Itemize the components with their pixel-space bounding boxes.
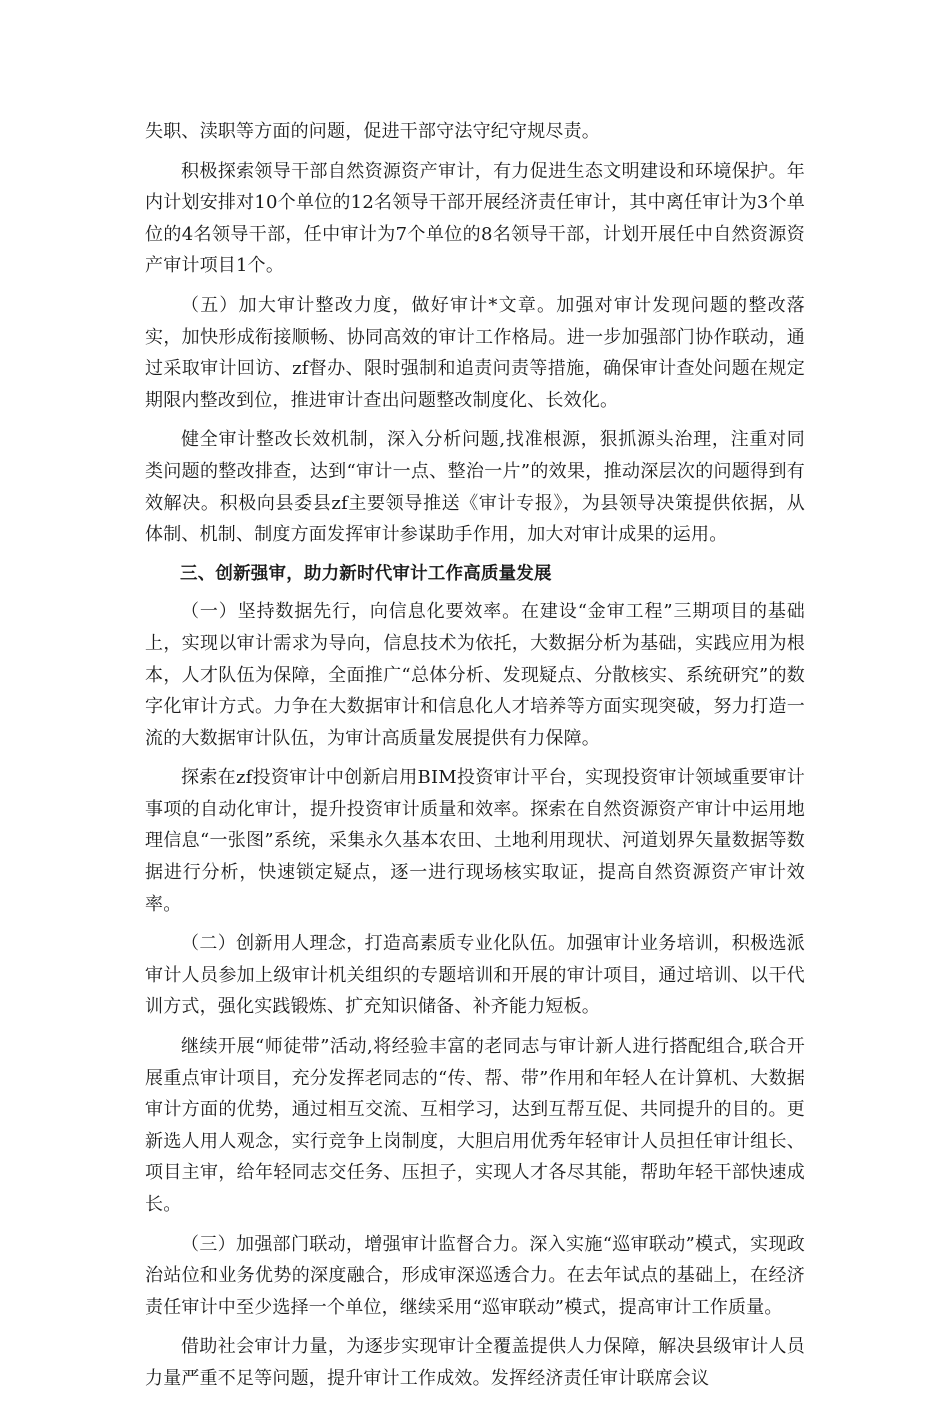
- document-page: [145, 116, 805, 1403]
- paragraph-natural-resource-audit: 积极探索领导干部自然资源资产审计，有力促进生态文明建设和环境保护。年内计划安排对10个单位的12名领导干部开展经济责任审计，其中离任审计为3个单位的4名领导干部，任中审计为7个单位的8名领导干部，计划开展任中自然资源资产审计项目1个。: [145, 160, 805, 277]
- paragraph-talent-concept: （二）创新用人理念，打造高素质专业化队伍。加强审计业务培训，积极选派审计人员参加上级审计机关组织的专题培训和开展的审计项目，通过培训、以干代训方式，强化实践锻炼、扩充知识储备、补齐能力短板。: [145, 933, 805, 1018]
- paragraph-data-first: （一）坚持数据先行，向信息化要效率。在建设“金审工程”三期项目的基础上，实现以审计需求为导向，信息技术为依托，大数据分析为基础，实践应用为根本，人才队伍为保障，全面推广“总体分析、发现疑点、分散核实、系统研究”的数字化审计方式。力争在大数据审计和信息化人才培养等方面实现突破，努力打造一流的大数据审计队伍，为审计高质量发展提供有力保障。: [145, 601, 805, 749]
- paragraph-continuation: 失职、渎职等方面的问题，促进干部守法守纪守规尽责。: [145, 121, 600, 142]
- section-heading-3: 三、创新强审，助力新时代审计工作高质量发展: [180, 563, 552, 584]
- paragraph-rectification: （五）加大审计整改力度，做好审计*文章。加强对审计发现问题的整改落实，加快形成衔接顺畅、协同高效的审计工作格局。进一步加强部门协作联动，通过采取审计回访、zf督办、限时强制和追责问责等措施，确保审计查处问题在规定期限内整改到位，推进审计查出问题整改制度化、长效化。: [145, 294, 805, 411]
- paragraph-mentorship: 继续开展“师徒带”活动,将经验丰富的老同志与审计新人进行搭配组合,联合开展重点审计项目，充分发挥老同志的“传、帮、带”作用和年轻人在计算机、大数据审计方面的优势，通过相互交流、互相学习，达到互帮互促、共同提升的目的。更新选人用人观念，实行竞争上岗制度，大胆启用优秀年轻审计人员担任审计组长、项目主审，给年轻同志交任务、压担子，实现人才各尽其能，帮助年轻干部快速成长。: [145, 1036, 805, 1215]
- paragraph-bim-platform: 探索在zf投资审计中创新启用BIM投资审计平台，实现投资审计领域重要审计事项的自动化审计，提升投资审计质量和效率。探索在自然资源资产审计中运用地理信息“一张图”系统，采集永久基本农田、土地利用现状、河道划界矢量数据等数据进行分析，快速锁定疑点，逐一进行现场核实取证，提高自然资源资产审计效率。: [145, 767, 805, 915]
- paragraph-social-audit: 借助社会审计力量，为逐步实现审计全覆盖提供人力保障，解决县级审计人员力量严重不足等问题，提升审计工作成效。发挥经济责任审计联席会议: [145, 1336, 805, 1389]
- paragraph-department-linkage: （三）加强部门联动，增强审计监督合力。深入实施“巡审联动”模式，实现政治站位和业务优势的深度融合，形成审深巡透合力。在去年试点的基础上，在经济责任审计中至少选择一个单位，继续采用“巡审联动”模式，提高审计工作质量。: [145, 1233, 805, 1318]
- paragraph-long-term-mechanism: 健全审计整改长效机制，深入分析问题,找准根源，狠抓源头治理，注重对同类问题的整改排查，达到“审计一点、整治一片”的效果，推动深层次的问题得到有效解决。积极向县委县zf主要领导推送《审计专报》，为县领导决策提供依据，从体制、机制、制度方面发挥审计参谋助手作用，加大对审计成果的运用。: [145, 429, 805, 546]
